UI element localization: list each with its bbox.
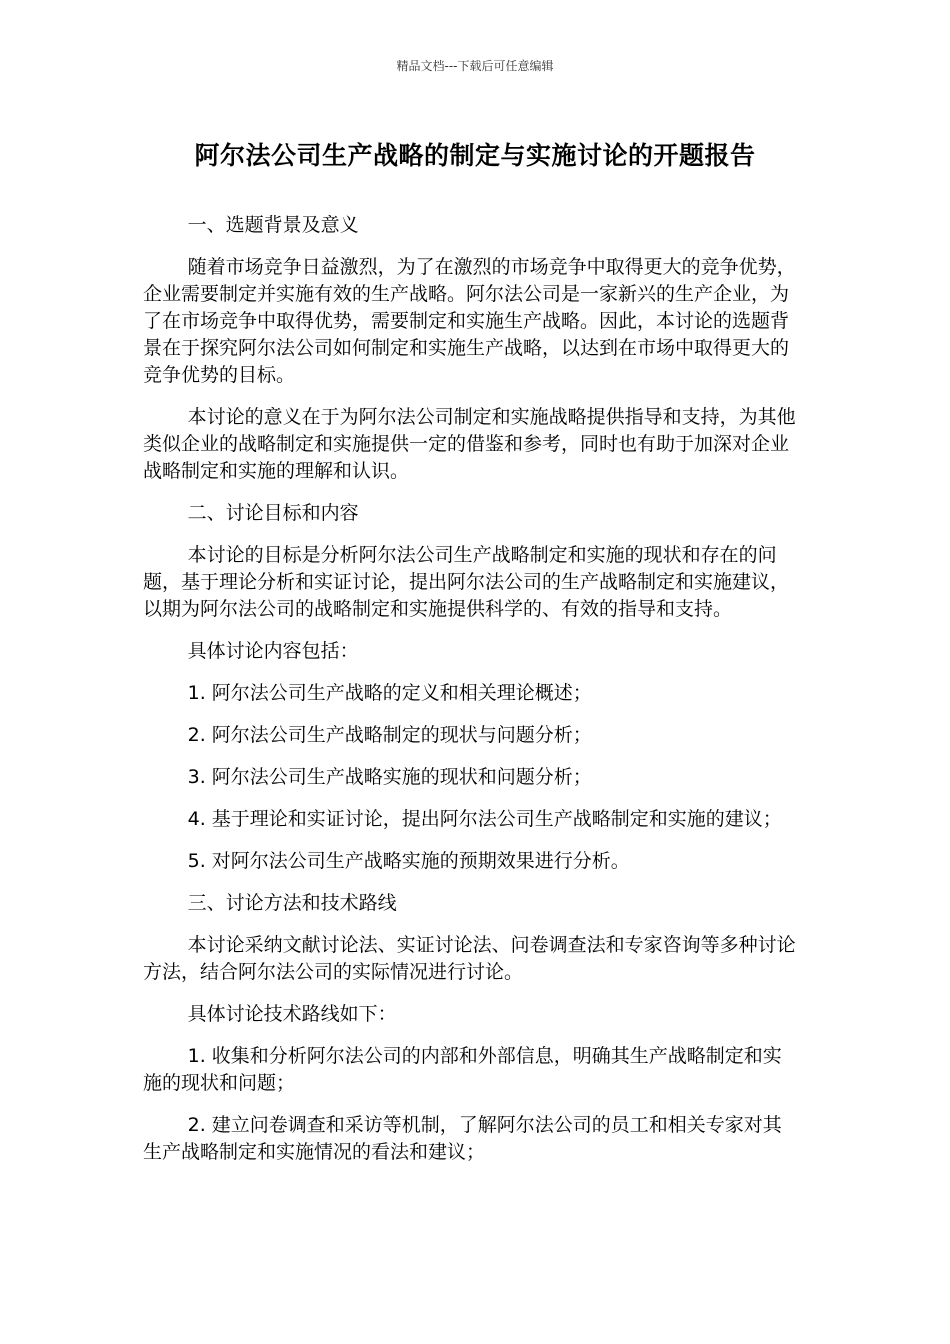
section-heading-methods: 三、讨论方法和技术路线 <box>187 892 397 914</box>
list-item: 5. 对阿尔法公司生产战略实施的预期效果进行分析。 <box>187 850 630 872</box>
section-heading-background: 一、选题背景及意义 <box>187 214 359 236</box>
list-item: 1. 收集和分析阿尔法公司的内部和外部信息，明确其生产战略制定和实施的现状和问题； <box>143 1045 782 1094</box>
list-item: 3. 阿尔法公司生产战略实施的现状和问题分析； <box>187 766 592 788</box>
list-item: 4. 基于理论和实证讨论，提出阿尔法公司生产战略制定和实施的建议； <box>187 808 782 830</box>
section-heading-goals: 二、讨论目标和内容 <box>187 502 359 524</box>
paragraph-background: 随着市场竞争日益激烈，为了在激烈的市场竞争中取得更大的竞争优势，企业需要制定并实施有效的生产战略。阿尔法公司是一家新兴的生产企业，为了在市场竞争中取得优势，需要制定和实施生产战略。因此，本讨论的选题背景在于探究阿尔法公司如何制定和实施生产战略，以达到在市场中取得更大的竞争优势的目标。 <box>143 256 796 386</box>
list-item: 1. 阿尔法公司生产战略的定义和相关理论概述； <box>187 682 592 704</box>
list-item: 2. 阿尔法公司生产战略制定的现状与问题分析； <box>187 724 592 746</box>
document-title: 阿尔法公司生产战略的制定与实施讨论的开题报告 <box>194 141 756 170</box>
paragraph-content-intro: 具体讨论内容包括： <box>187 640 359 662</box>
page-header: 精品文档---下载后可任意编辑 <box>396 59 554 73</box>
list-item: 2. 建立问卷调查和采访等机制，了解阿尔法公司的员工和相关专家对其生产战略制定和实施情况的看法和建议； <box>143 1114 782 1163</box>
paragraph-route-intro: 具体讨论技术路线如下： <box>187 1003 397 1025</box>
paragraph-goals: 本讨论的目标是分析阿尔法公司生产战略制定和实施的现状和存在的问题，基于理论分析和实证讨论，提出阿尔法公司的生产战略制定和实施建议，以期为阿尔法公司的战略制定和实施提供科学的、有效的指导和支持。 <box>143 544 790 620</box>
document-body <box>143 212 799 1181</box>
paragraph-methods: 本讨论采纳文献讨论法、实证讨论法、问卷调查法和专家咨询等多种讨论方法，结合阿尔法公司的实际情况进行讨论。 <box>143 934 796 983</box>
paragraph-significance: 本讨论的意义在于为阿尔法公司制定和实施战略提供指导和支持，为其他类似企业的战略制定和实施提供一定的借鉴和参考，同时也有助于加深对企业战略制定和实施的理解和认识。 <box>143 406 796 482</box>
